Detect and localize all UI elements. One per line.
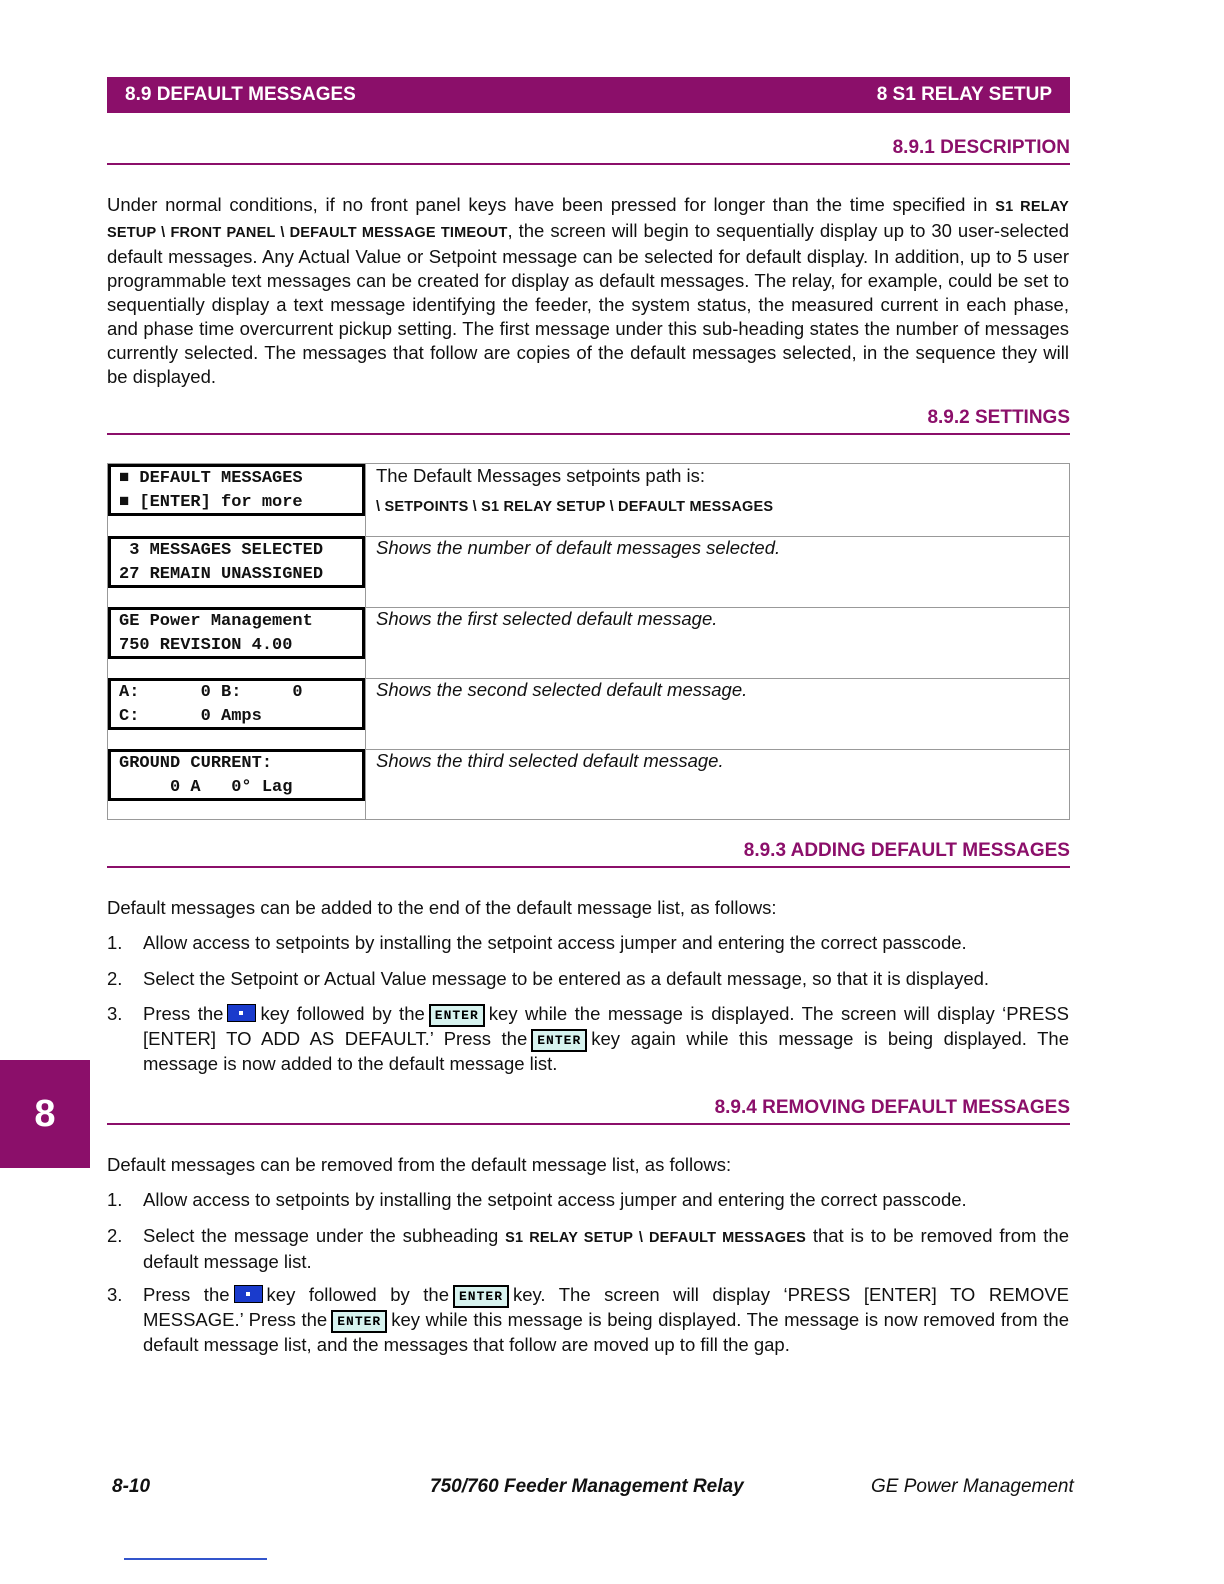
lcd-display: 3 MESSAGES SELECTED 27 REMAIN UNASSIGNED — [108, 536, 365, 588]
section-heading-adding: 8.9.3 ADDING DEFAULT MESSAGES — [107, 840, 1070, 868]
settings-row — [108, 749, 1069, 819]
setting-description: Shows the second selected default message. — [376, 679, 748, 700]
enter-key-icon: ENTER — [429, 1004, 485, 1027]
footer-page-number: 8-10 — [112, 1476, 151, 1497]
timeout-path: S1 RELAY SETUP \ FRONT PANEL \ DEFAULT MESSAGE TIMEOUT — [107, 199, 1069, 241]
settings-table — [107, 463, 1070, 820]
setting-description: Shows the first selected default message. — [376, 608, 718, 629]
settings-row — [108, 607, 1069, 679]
footer-document-title: 750/760 Feeder Management Relay — [430, 1476, 744, 1497]
header-section-title: 8.9 DEFAULT MESSAGES — [125, 84, 356, 105]
list-item: 1. Allow access to setpoints by installing the setpoint access jumper and entering the correct passcode. — [107, 932, 967, 953]
settings-row — [108, 678, 1069, 750]
adding-intro: Default messages can be added to the end of the default message list, as follows: — [107, 897, 777, 918]
list-item: 1. Allow access to setpoints by installing the setpoint access jumper and entering the correct passcode. — [107, 1189, 967, 1210]
removing-intro: Default messages can be removed from the default message list, as follows: — [107, 1154, 732, 1175]
enter-key-icon: ENTER — [531, 1029, 587, 1052]
header-chapter-title: 8 S1 RELAY SETUP — [876, 84, 1052, 105]
enter-key-icon: ENTER — [453, 1285, 509, 1308]
setpoints-path: \ SETPOINTS \ S1 RELAY SETUP \ DEFAULT MESSAGES — [376, 499, 774, 515]
setting-description: The Default Messages setpoints path is: — [376, 465, 706, 486]
list-item: 3. Press the key followed by the ENTER key while the message is displayed. The screen will display ‘PRESS [ENTER] TO ADD AS DEFAULT.’ Press the ENTER key again while this message is being displayed. The message is now added to the default message list. — [107, 1003, 1069, 1074]
lcd-display: A: 0 B: 0 C: 0 Amps — [108, 678, 365, 730]
settings-row — [108, 536, 1069, 608]
section-heading-description: 8.9.1 DESCRIPTION — [107, 137, 1070, 165]
default-messages-path: S1 RELAY SETUP \ DEFAULT MESSAGES — [505, 1230, 806, 1246]
chapter-tab: 8 — [0, 1060, 90, 1168]
setting-description: Shows the number of default messages selected. — [376, 537, 781, 558]
header-bar — [107, 77, 1070, 113]
list-item: 3. Press the key followed by the ENTER key. The screen will display ‘PRESS [ENTER] TO REMOVE MESSAGE.’ Press the ENTER key while this message is being displayed. The message is now removed from the default message list, and the messages that follow are moved up to fill the gap. — [107, 1284, 1070, 1355]
lcd-display: GROUND CURRENT: 0 A 0° Lag — [108, 749, 365, 801]
menu-key-icon — [227, 1004, 256, 1022]
lcd-display: ■ DEFAULT MESSAGES ■ [ENTER] for more — [108, 464, 365, 516]
setting-description: Shows the third selected default message. — [376, 750, 724, 771]
enter-key-icon: ENTER — [331, 1310, 387, 1333]
list-item: 2. Select the Setpoint or Actual Value message to be entered as a default message, so that it is displayed. — [107, 968, 990, 989]
lcd-display: GE Power Management 750 REVISION 4.00 — [108, 607, 365, 659]
menu-key-icon — [234, 1285, 263, 1303]
section-heading-settings: 8.9.2 SETTINGS — [107, 407, 1070, 435]
footer-company: GE Power Management — [871, 1476, 1074, 1497]
list-item: 2. Select the message under the subheading S1 RELAY SETUP \ DEFAULT MESSAGES that is to be removed from the default message list. — [107, 1225, 1069, 1272]
description-paragraph: Under normal conditions, if no front panel keys have been pressed for longer than the time specified in S1 RELAY SETUP \ FRONT PANEL \ DEFAULT MESSAGE TIMEOUT, the screen will begin to sequentially display up to 30 user-selected default messages. Any Actual Value or Setpoint message can be selected for default display. In addition, up to 5 user programmable text messages can be created for display as default messages. The relay, for example, could be set to sequentially display a text message identifying the feeder, the system status, the measured current in each phase, and phase time overcurrent pickup setting. The first message under this sub-heading states the number of messages currently selected. The messages that follow are copies of the default messages selected, in the sequence they will be displayed. — [107, 194, 1069, 387]
settings-row — [108, 464, 1069, 537]
bottom-link-line — [124, 1558, 267, 1560]
section-heading-removing: 8.9.4 REMOVING DEFAULT MESSAGES — [107, 1097, 1070, 1125]
